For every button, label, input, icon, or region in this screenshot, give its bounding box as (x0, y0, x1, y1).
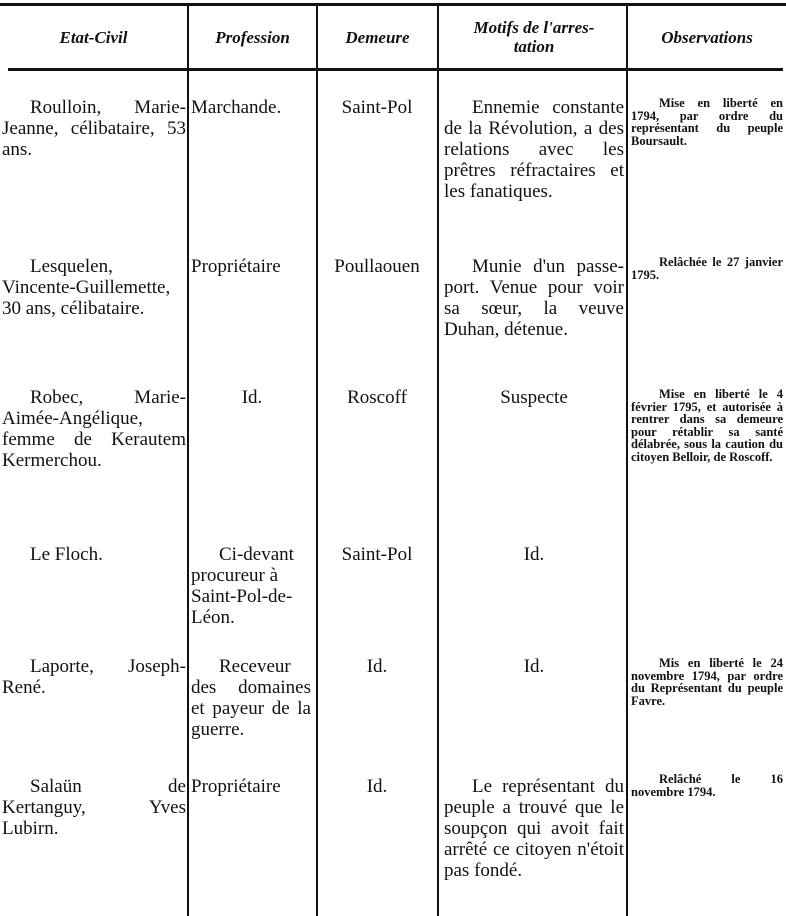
row2-demeure: Poullaouen (334, 256, 420, 277)
column-divider-4 (626, 4, 628, 916)
row2-motifs: Munie d'un passe-port. Venue pour voir sa sœur, la veuve Duhan, détenue. (444, 256, 624, 340)
header-etat-civil: Etat-Civil (59, 27, 128, 47)
row4-motifs: Id. (523, 544, 545, 565)
row2-profession: Propriétaire (191, 256, 281, 277)
row2-observations: Relâchée le 27 janvier 1795. (631, 255, 783, 282)
top-rule (0, 3, 786, 6)
row1-etat-civil: Roulloin, Marie-Jeanne, célibataire, 53 ans. (2, 97, 186, 160)
row4-profession: Ci-devant procureur à Saint-Pol-de-Léon. (191, 544, 294, 628)
header-rule (8, 68, 783, 71)
column-divider-3 (437, 4, 439, 916)
row3-observations: Mise en liberté le 4 février 1795, et autorisée à rentrer dans sa demeure pour rétablir sa santé délabrée, sous la caution du citoyen Belloir, de Roscoff. (631, 387, 783, 464)
header-profession: Profession (215, 27, 290, 47)
row4-etat-civil: Le Floch. (30, 544, 103, 565)
row5-demeure: Id. (366, 656, 388, 677)
column-divider-1 (187, 4, 189, 916)
row3-etat-civil: Robec, Marie-Aimée-Angélique, femme de Kerautem Kermerchou. (2, 387, 186, 471)
row5-motifs: Id. (523, 656, 545, 677)
row6-motifs: Le représentant du peuple a trouvé que le soupçon qui avoit fait arrêté ce citoyen n'étoit pas fondé. (444, 776, 624, 881)
header-motifs: Motifs de l'arres-tation (473, 18, 595, 56)
row1-observations: Mise en liberté en 1794, par ordre du représentant du peuple Boursault. (631, 96, 783, 148)
row5-profession: Receveur des domaines et payeur de la guerre. (191, 656, 311, 740)
row3-motifs: Suspecte (500, 387, 568, 408)
header-observations: Observations (661, 27, 753, 47)
row1-motifs: Ennemie constante de la Révolution, a des relations avec les prêtres réfractaires et les fanatiques. (444, 97, 624, 202)
row6-etat-civil: Salaün de Kertanguy, Yves Lubirn. (2, 776, 186, 839)
row2-etat-civil: Lesquelen, Vincente-Guillemette, 30 ans, célibataire. (2, 256, 171, 319)
row6-demeure: Id. (366, 776, 388, 797)
header-demeure: Demeure (345, 27, 410, 47)
row4-demeure: Saint-Pol (341, 544, 413, 565)
column-divider-2 (316, 4, 318, 916)
row3-profession: Id. (241, 387, 263, 408)
row6-observations: Relâché le 16 novembre 1794. (631, 772, 783, 799)
row5-etat-civil: Laporte, Joseph-René. (2, 656, 186, 698)
row1-demeure: Saint-Pol (341, 97, 413, 118)
row1-profession: Marchande. (191, 97, 282, 118)
row5-observations: Mis en liberté le 24 novembre 1794, par ordre du Représentant du peuple Favre. (631, 656, 783, 708)
row6-profession: Propriétaire (191, 776, 281, 797)
row3-demeure: Roscoff (347, 387, 407, 408)
